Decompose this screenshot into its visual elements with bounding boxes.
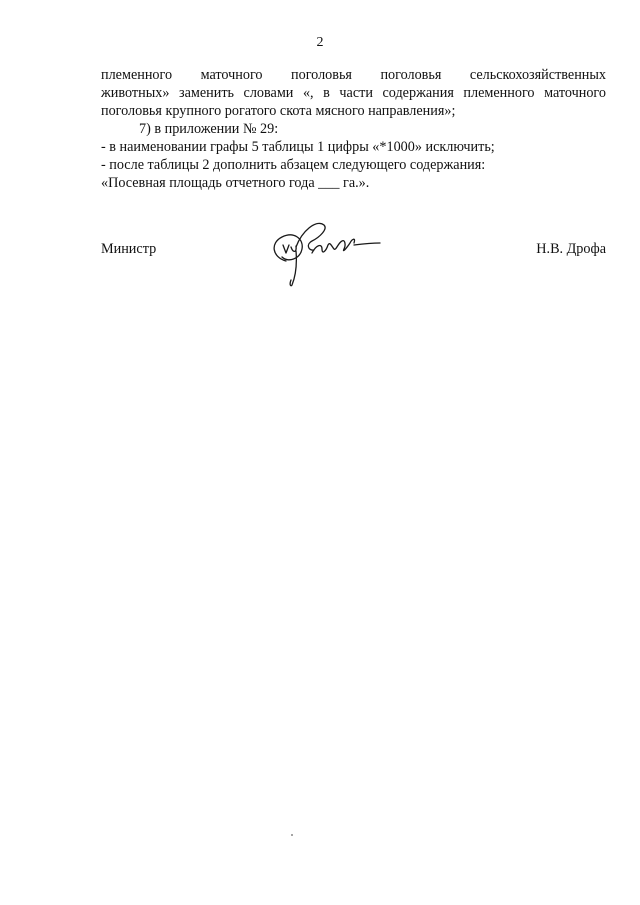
scan-speck [291, 834, 293, 836]
body-line-1: племенного маточного поголовья поголовья сельскохозяйственных [101, 67, 606, 83]
body-line-5: - в наименовании графы 5 таблицы 1 цифры «*1000» исключить; [101, 139, 495, 155]
item-7-heading: 7) в приложении № 29: [139, 121, 279, 137]
body-line-6: - после таблицы 2 дополнить абзацем следующего содержания: [101, 157, 486, 173]
body-line-3: поголовья крупного рогатого скота мясного направления»; [101, 103, 456, 119]
body-line-2: животных» заменить словами «, в части содержания племенного маточного [101, 85, 606, 101]
signatory-title: Министр [101, 241, 157, 257]
signatory-name: Н.В. Дрофа [536, 241, 606, 257]
body-line-7: «Посевная площадь отчетного года ___ га.». [101, 175, 370, 191]
page-number: 2 [316, 35, 324, 50]
handwritten-signature [266, 217, 386, 289]
signature-block [101, 237, 606, 297]
